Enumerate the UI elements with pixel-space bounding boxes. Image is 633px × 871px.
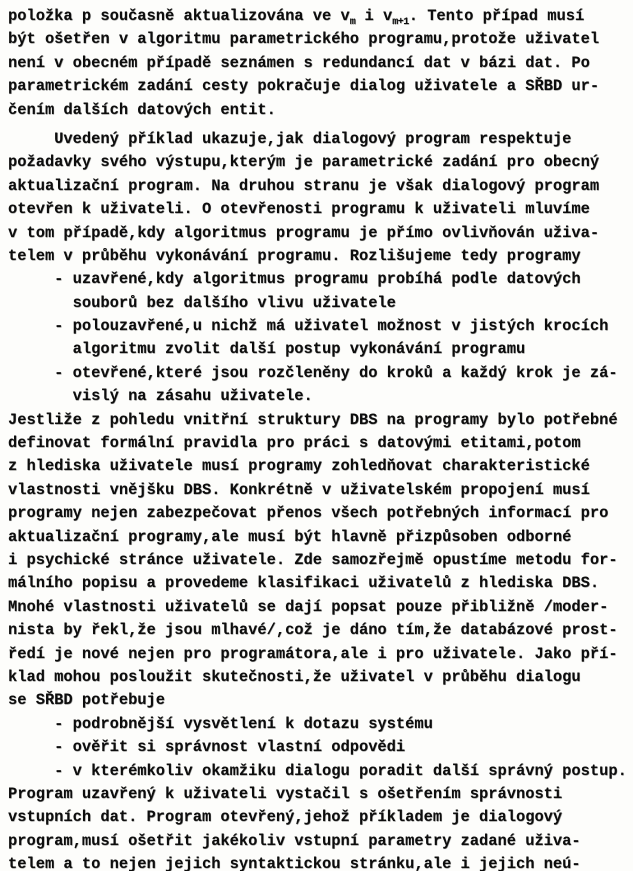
text-line: Program uzavřený k uživateli vystačil s ošetřením správnosti <box>8 784 563 803</box>
text-line: ředí je nové nejen pro programátora,ale i pro uživatele. Jako pří- <box>8 644 618 663</box>
text-line: být ošetřen v algoritmu parametrického programu,protože uživatel <box>8 30 600 49</box>
list-item-continuation-line: souborů bez dalšího vlivu uživatele <box>8 293 396 312</box>
text-line: aktualizační programy,ale musí být hlavně přizpůsoben odborné <box>8 527 572 546</box>
list-item-line: - polouzavřené,u nichž má uživatel možnost v jistých krocích <box>8 317 609 336</box>
text-line: nista by řekl,že jsou mlhavé/,což je dáno tím,že databázové prost- <box>8 621 618 640</box>
list-item-line: - otevřené,které jsou rozčleněny do kroků a každý krok je zá- <box>8 363 618 382</box>
list-item-line: - ověřit si správnost vlastní odpovědi <box>8 738 406 757</box>
text-line: klad mohou posloužit skutečnosti,že uživatel v průběhu dialogu <box>8 667 581 686</box>
paragraph-start-line: Uvedený příklad ukazuje,jak dialogový program respektuje <box>8 129 572 148</box>
line1-text-c: . Tento případ musí <box>408 7 585 25</box>
text-line-with-subscripts <box>8 5 633 28</box>
text-line: telem a to nejen jejich syntaktickou stránku,ale i jejich neú- <box>8 855 581 871</box>
text-line: Jestliže z pohledu vnitřní struktury DBS na programy bylo potřebné <box>8 410 618 429</box>
text-line: aktualizační program. Na druhou stranu je však dialogový program <box>8 176 600 195</box>
text-line: otevřen k uživateli. O otevřenosti programu k uživateli mluvíme <box>8 200 590 219</box>
text-line: požadavky svého výstupu,kterým je parametrické zadání pro obecný <box>8 153 600 172</box>
list-item-continuation-line: vislý na zásahu uživatele. <box>8 387 313 406</box>
text-line: definovat formální pravidla pro práci s datovými etitami,potom <box>8 434 581 453</box>
text-line: v tom případě,kdy algoritmus programu je přímo ovlivňován uživa- <box>8 223 600 242</box>
text-line: málního popisu a provedeme klasifikaci uživatelů z hlediska DBS. <box>8 574 600 593</box>
text-line: parametrickém zadání cesty pokračuje dialog uživatele a SŘBD ur- <box>8 77 600 96</box>
text-line: programy nejen zabezpečovat přenos všech potřebných informací pro <box>8 504 609 523</box>
list-item-continuation-line: algoritmu zvolit další postup vykonávání programu <box>8 340 526 359</box>
line1-text-a: položka p současně aktualizována ve v <box>8 7 350 25</box>
list-item-line: - podrobnější vysvětlení k dotazu systému <box>8 714 433 733</box>
text-line: telem v průběhu vykonávání programu. Rozlišujeme tedy programy <box>8 246 581 265</box>
text-line: i psychické stránce uživatele. Zde samozřejmě opustíme metodu for- <box>8 550 618 569</box>
list-item-line: - v kterémkoliv okamžiku dialogu poradit další správný postup. <box>8 761 627 780</box>
text-line: vstupních dat. Program otevřený,jehož příkladem je dialogový <box>8 808 563 827</box>
list-item-line: - uzavřené,kdy algoritmus programu probíhá podle datových <box>8 270 581 289</box>
text-line: Mnohé vlastnosti uživatelů se dají popsat pouze přibližně /moder- <box>8 597 609 616</box>
text-line: program,musí ošetřit jakékoliv vstupní parametry zadané uživa- <box>8 831 581 850</box>
subscript-m: m <box>349 17 356 28</box>
text-line: se SŘBD potřebuje <box>8 691 166 710</box>
text-line: není v obecném případě seznámen s redundancí dat v bázi dat. Po <box>8 53 590 72</box>
subscript-m-plus-1: m+1 <box>392 17 409 28</box>
text-line: vlastnosti vnějšku DBS. Konkrétně v uživatelském propojení musí <box>8 480 590 499</box>
text-line: čením dalších datových entit. <box>8 100 276 119</box>
line1-text-b: i v <box>355 7 393 25</box>
text-line: z hlediska uživatele musí programy zohledňovat charakteristické <box>8 457 590 476</box>
